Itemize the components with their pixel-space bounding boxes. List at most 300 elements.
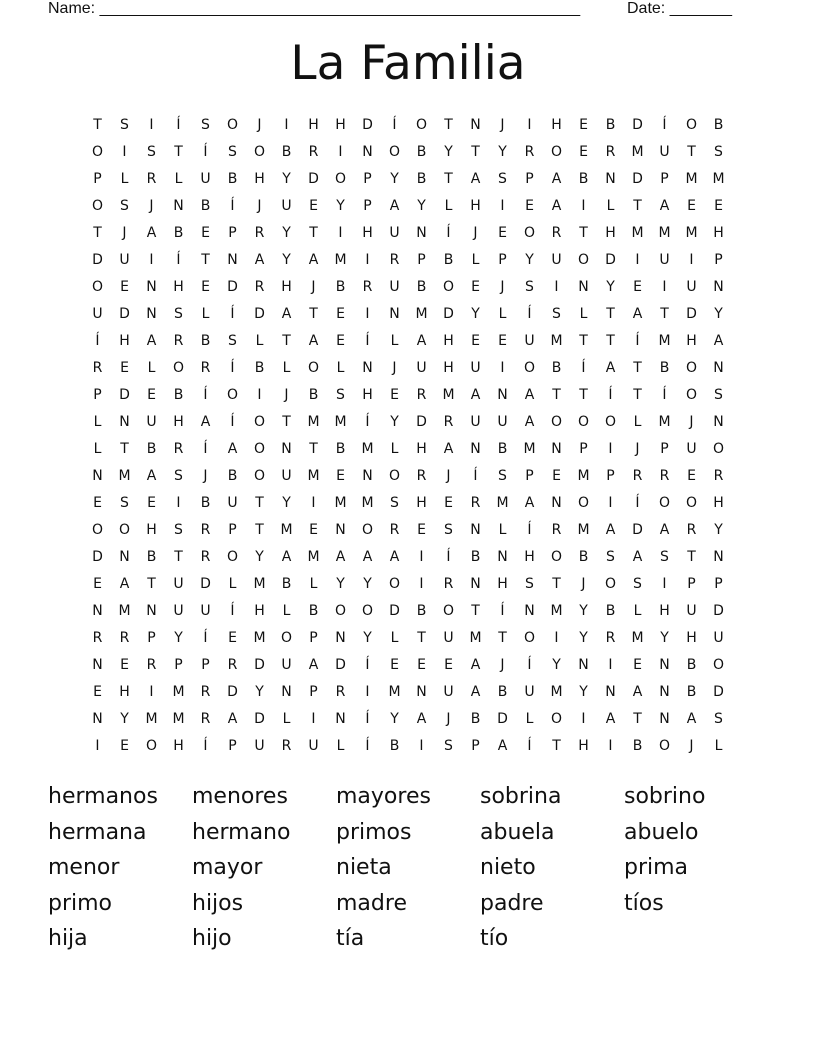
- grid-letter: N: [92, 711, 103, 727]
- grid-letter: U: [146, 414, 157, 430]
- grid-letter: H: [605, 225, 616, 241]
- grid-letter: R: [605, 630, 616, 646]
- grid-letter: O: [334, 603, 347, 619]
- grid-letter: A: [200, 414, 211, 430]
- grid-letter: U: [281, 468, 292, 484]
- grid-letter: U: [659, 252, 670, 268]
- grid-letter: O: [523, 360, 536, 376]
- grid-letter: P: [417, 252, 426, 268]
- grid-letter: L: [390, 333, 399, 349]
- grid-letter: P: [93, 387, 102, 403]
- grid-letter: B: [443, 252, 454, 268]
- grid-letter: B: [713, 117, 724, 133]
- grid-letter: E: [552, 468, 561, 484]
- grid-letter: B: [254, 360, 265, 376]
- grid-letter: Í: [581, 360, 586, 376]
- grid-letter: E: [336, 306, 345, 322]
- grid-letter: J: [311, 279, 316, 295]
- grid-letter: M: [658, 414, 671, 430]
- word-bank-item: nieta: [336, 855, 392, 880]
- grid-letter: L: [498, 522, 507, 538]
- grid-letter: B: [659, 360, 670, 376]
- grid-letter: Í: [446, 225, 451, 241]
- grid-letter: M: [334, 252, 347, 268]
- grid-letter: B: [605, 603, 616, 619]
- grid-letter: I: [500, 360, 505, 376]
- grid-letter: P: [525, 171, 534, 187]
- grid-letter: Í: [95, 333, 100, 349]
- word-bank-item: primos: [336, 819, 412, 845]
- word-bank-item: prima: [624, 855, 689, 880]
- word-bank-item: hermano: [192, 819, 291, 845]
- grid-letter: Y: [363, 576, 372, 592]
- grid-letter: B: [416, 279, 427, 295]
- grid-letter: D: [200, 576, 211, 592]
- grid-letter: B: [578, 549, 589, 565]
- grid-letter: O: [442, 603, 455, 619]
- grid-letter: Í: [662, 387, 667, 403]
- grid-letter: H: [713, 225, 724, 241]
- grid-letter: U: [173, 603, 184, 619]
- grid-letter: B: [308, 387, 319, 403]
- grid-letter: H: [281, 279, 292, 295]
- grid-letter: Y: [525, 252, 534, 268]
- grid-letter: N: [605, 684, 616, 700]
- grid-letter: J: [122, 225, 127, 241]
- grid-letter: O: [361, 603, 374, 619]
- grid-letter: E: [147, 387, 156, 403]
- grid-letter: R: [200, 522, 211, 538]
- grid-letter: U: [443, 630, 454, 646]
- grid-letter: I: [257, 387, 262, 403]
- grid-letter: I: [149, 252, 154, 268]
- grid-letter: B: [335, 441, 346, 457]
- grid-letter: B: [497, 441, 508, 457]
- grid-letter: M: [361, 441, 374, 457]
- grid-letter: J: [446, 468, 451, 484]
- grid-letter: O: [388, 576, 401, 592]
- grid-row: [84, 436, 732, 463]
- grid-letter: A: [605, 360, 616, 376]
- grid-letter: P: [606, 468, 615, 484]
- grid-letter: Y: [282, 171, 291, 187]
- grid-letter: P: [228, 522, 237, 538]
- grid-letter: U: [389, 225, 400, 241]
- grid-letter: A: [281, 306, 292, 322]
- grid-letter: E: [309, 522, 318, 538]
- grid-letter: D: [362, 117, 373, 133]
- grid-letter: A: [659, 198, 670, 214]
- grid-letter: Y: [660, 630, 669, 646]
- grid-letter: N: [713, 360, 724, 376]
- grid-letter: L: [336, 360, 345, 376]
- grid-letter: S: [120, 495, 129, 511]
- grid-letter: M: [658, 333, 671, 349]
- grid-letter: S: [201, 117, 210, 133]
- grid-letter: B: [227, 171, 238, 187]
- grid-letter: A: [281, 549, 292, 565]
- grid-letter: D: [254, 711, 265, 727]
- grid-letter: T: [687, 144, 696, 160]
- grid-letter: H: [254, 171, 265, 187]
- grid-letter: R: [443, 414, 454, 430]
- grid-letter: Y: [363, 630, 372, 646]
- grid-letter: T: [633, 360, 642, 376]
- grid-letter: A: [632, 306, 643, 322]
- grid-letter: S: [498, 171, 507, 187]
- grid-letter: S: [444, 522, 453, 538]
- grid-letter: L: [228, 576, 237, 592]
- grid-letter: E: [93, 576, 102, 592]
- grid-letter: O: [280, 630, 293, 646]
- grid-letter: S: [120, 117, 129, 133]
- grid-letter: B: [416, 603, 427, 619]
- grid-letter: D: [443, 306, 454, 322]
- grid-letter: S: [174, 468, 183, 484]
- grid-letter: N: [713, 279, 724, 295]
- grid-letter: O: [415, 117, 428, 133]
- grid-letter: R: [254, 225, 265, 241]
- grid-letter: H: [686, 630, 697, 646]
- grid-letter: Y: [471, 306, 480, 322]
- grid-letter: A: [551, 171, 562, 187]
- grid-letter: A: [227, 711, 238, 727]
- word-bank-item: tíos: [624, 890, 664, 916]
- grid-letter: E: [579, 117, 588, 133]
- grid-letter: D: [632, 117, 643, 133]
- grid-letter: R: [119, 630, 130, 646]
- grid-letter: O: [685, 387, 698, 403]
- grid-letter: P: [660, 441, 669, 457]
- grid-letter: A: [632, 684, 643, 700]
- grid-letter: N: [227, 252, 238, 268]
- grid-letter: B: [335, 279, 346, 295]
- grid-letter: A: [524, 495, 535, 511]
- grid-letter: T: [687, 549, 696, 565]
- grid-letter: S: [606, 549, 615, 565]
- grid-letter: M: [172, 684, 185, 700]
- grid-letter: R: [605, 144, 616, 160]
- grid-letter: I: [608, 441, 613, 457]
- grid-letter: H: [362, 387, 373, 403]
- grid-letter: T: [471, 144, 480, 160]
- grid-letter: N: [578, 279, 589, 295]
- grid-letter: Y: [390, 711, 399, 727]
- name-field-label: Name: ______________________________________________________: [48, 0, 581, 17]
- grid-letter: I: [284, 117, 289, 133]
- grid-letter: T: [471, 603, 480, 619]
- grid-letter: S: [714, 144, 723, 160]
- grid-letter: D: [632, 171, 643, 187]
- grid-letter: R: [200, 360, 211, 376]
- grid-letter: U: [686, 279, 697, 295]
- grid-letter: N: [497, 549, 508, 565]
- grid-letter: E: [309, 198, 318, 214]
- grid-letter: S: [174, 522, 183, 538]
- grid-letter: Y: [255, 684, 264, 700]
- grid-letter: Y: [579, 684, 588, 700]
- word-bank-item: hermanos: [48, 784, 158, 809]
- grid-letter: O: [91, 522, 104, 538]
- grid-letter: N: [119, 414, 130, 430]
- grid-letter: L: [471, 252, 480, 268]
- grid-letter: E: [687, 468, 696, 484]
- grid-letter: N: [362, 360, 373, 376]
- grid-letter: Í: [365, 414, 370, 430]
- grid-letter: J: [635, 441, 640, 457]
- grid-letter: I: [149, 117, 154, 133]
- grid-letter: H: [308, 117, 319, 133]
- grid-letter: Í: [392, 117, 397, 133]
- grid-letter: P: [201, 657, 210, 673]
- grid-letter: O: [712, 441, 725, 457]
- grid-letter: N: [416, 225, 427, 241]
- grid-letter: T: [444, 171, 453, 187]
- grid-letter: N: [551, 495, 562, 511]
- grid-letter: Y: [282, 495, 291, 511]
- grid-letter: R: [713, 468, 724, 484]
- grid-letter: E: [471, 333, 480, 349]
- grid-letter: O: [550, 549, 563, 565]
- grid-letter: R: [200, 549, 211, 565]
- grid-letter: A: [416, 333, 427, 349]
- grid-letter: N: [281, 441, 292, 457]
- grid-letter: E: [336, 468, 345, 484]
- grid-letter: L: [444, 198, 453, 214]
- grid-letter: B: [173, 387, 184, 403]
- grid-row: [84, 517, 732, 544]
- grid-letter: N: [335, 522, 346, 538]
- grid-letter: N: [335, 711, 346, 727]
- grid-letter: Í: [365, 333, 370, 349]
- grid-letter: M: [388, 684, 401, 700]
- grid-letter: O: [253, 441, 266, 457]
- grid-letter: E: [525, 198, 534, 214]
- grid-letter: E: [687, 198, 696, 214]
- grid-letter: A: [524, 387, 535, 403]
- grid-letter: U: [686, 603, 697, 619]
- grid-letter: Y: [714, 306, 723, 322]
- grid-letter: O: [361, 522, 374, 538]
- grid-letter: J: [500, 117, 505, 133]
- grid-letter: H: [470, 198, 481, 214]
- grid-letter: J: [392, 360, 397, 376]
- grid-letter: J: [689, 738, 694, 754]
- grid-letter: A: [416, 711, 427, 727]
- grid-letter: E: [417, 657, 426, 673]
- grid-letter: S: [525, 279, 534, 295]
- grid-letter: N: [470, 576, 481, 592]
- grid-letter: N: [92, 468, 103, 484]
- grid-letter: S: [147, 144, 156, 160]
- grid-letter: E: [147, 495, 156, 511]
- grid-letter: T: [147, 576, 156, 592]
- grid-letter: L: [201, 306, 210, 322]
- grid-letter: A: [470, 171, 481, 187]
- grid-letter: U: [497, 414, 508, 430]
- grid-row: [84, 490, 732, 517]
- grid-letter: U: [281, 198, 292, 214]
- grid-letter: L: [498, 306, 507, 322]
- grid-letter: O: [685, 117, 698, 133]
- grid-row: [84, 166, 732, 193]
- grid-letter: H: [119, 333, 130, 349]
- grid-row: [84, 409, 732, 436]
- grid-letter: M: [172, 711, 185, 727]
- grid-letter: R: [173, 441, 184, 457]
- grid-letter: M: [307, 468, 320, 484]
- grid-letter: Í: [230, 603, 235, 619]
- grid-letter: Í: [473, 468, 478, 484]
- grid-letter: U: [713, 630, 724, 646]
- grid-letter: O: [226, 549, 239, 565]
- grid-letter: A: [524, 414, 535, 430]
- grid-letter: N: [524, 603, 535, 619]
- grid-letter: H: [254, 603, 265, 619]
- grid-letter: L: [282, 603, 291, 619]
- grid-letter: E: [633, 279, 642, 295]
- grid-letter: Í: [446, 549, 451, 565]
- grid-letter: B: [146, 441, 157, 457]
- grid-letter: L: [390, 630, 399, 646]
- grid-letter: A: [551, 198, 562, 214]
- grid-letter: M: [253, 630, 266, 646]
- grid-letter: O: [604, 576, 617, 592]
- grid-letter: D: [632, 522, 643, 538]
- grid-letter: I: [662, 576, 667, 592]
- grid-letter: E: [201, 225, 210, 241]
- grid-letter: T: [498, 630, 507, 646]
- grid-letter: N: [416, 684, 427, 700]
- grid-letter: U: [443, 684, 454, 700]
- grid-letter: H: [443, 333, 454, 349]
- grid-letter: Y: [714, 522, 723, 538]
- grid-row: [84, 301, 732, 328]
- grid-letter: O: [658, 495, 671, 511]
- grid-letter: O: [550, 144, 563, 160]
- grid-letter: U: [470, 414, 481, 430]
- word-bank-item: tío: [480, 926, 509, 951]
- grid-letter: U: [470, 360, 481, 376]
- grid-row: [84, 733, 732, 760]
- grid-letter: E: [390, 657, 399, 673]
- grid-letter: E: [93, 495, 102, 511]
- grid-letter: E: [444, 495, 453, 511]
- grid-letter: T: [552, 738, 561, 754]
- grid-letter: R: [173, 333, 184, 349]
- grid-letter: H: [173, 738, 184, 754]
- grid-letter: O: [91, 279, 104, 295]
- grid-letter: Í: [365, 657, 370, 673]
- grid-letter: E: [498, 333, 507, 349]
- word-bank-item: primo: [48, 890, 113, 916]
- grid-letter: Y: [579, 603, 588, 619]
- grid-letter: E: [120, 360, 129, 376]
- grid-letter: O: [577, 414, 590, 430]
- grid-letter: R: [362, 279, 373, 295]
- grid-letter: Í: [662, 117, 667, 133]
- grid-row: [84, 679, 732, 706]
- grid-letter: P: [174, 657, 183, 673]
- grid-letter: O: [253, 468, 266, 484]
- grid-letter: S: [525, 576, 534, 592]
- grid-letter: E: [120, 657, 129, 673]
- grid-letter: L: [93, 441, 102, 457]
- grid-letter: O: [145, 738, 158, 754]
- grid-row: [84, 625, 732, 652]
- grid-letter: T: [309, 225, 318, 241]
- grid-letter: O: [523, 225, 536, 241]
- grid-letter: A: [146, 333, 157, 349]
- grid-letter: R: [254, 279, 265, 295]
- grid-row: [84, 112, 732, 139]
- grid-letter: Í: [176, 117, 181, 133]
- grid-letter: H: [497, 576, 508, 592]
- grid-letter: A: [146, 225, 157, 241]
- grid-letter: I: [689, 252, 694, 268]
- grid-letter: O: [388, 468, 401, 484]
- grid-letter: Y: [552, 657, 561, 673]
- header-line: [48, 0, 748, 20]
- grid-letter: R: [146, 171, 157, 187]
- grid-letter: T: [174, 144, 183, 160]
- grid-letter: B: [281, 576, 292, 592]
- grid-letter: N: [470, 522, 481, 538]
- grid-letter: E: [714, 198, 723, 214]
- grid-letter: N: [470, 117, 481, 133]
- grid-letter: I: [311, 711, 316, 727]
- grid-letter: N: [713, 549, 724, 565]
- grid-letter: P: [687, 576, 696, 592]
- grid-letter: J: [500, 279, 505, 295]
- grid-letter: T: [633, 711, 642, 727]
- grid-letter: B: [389, 738, 400, 754]
- grid-letter: I: [581, 198, 586, 214]
- grid-letter: M: [658, 225, 671, 241]
- grid-letter: B: [470, 549, 481, 565]
- grid-letter: S: [633, 576, 642, 592]
- word-bank-item: sobrina: [480, 784, 562, 809]
- grid-letter: N: [578, 657, 589, 673]
- grid-letter: I: [527, 117, 532, 133]
- word-bank-item: tía: [336, 926, 365, 951]
- word-bank-item: mayor: [192, 855, 263, 880]
- grid-letter: D: [335, 657, 346, 673]
- grid-row: [84, 247, 732, 274]
- grid-letter: S: [714, 711, 723, 727]
- grid-letter: R: [92, 630, 103, 646]
- grid-letter: S: [498, 468, 507, 484]
- grid-letter: Y: [336, 576, 345, 592]
- grid-letter: D: [497, 711, 508, 727]
- grid-letter: E: [228, 630, 237, 646]
- grid-letter: T: [552, 576, 561, 592]
- grid-letter: I: [419, 738, 424, 754]
- grid-letter: J: [473, 225, 478, 241]
- grid-letter: P: [147, 630, 156, 646]
- grid-letter: P: [525, 468, 534, 484]
- grid-letter: N: [362, 468, 373, 484]
- grid-letter: M: [550, 684, 563, 700]
- grid-letter: E: [444, 657, 453, 673]
- grid-letter: D: [227, 684, 238, 700]
- grid-letter: Y: [417, 198, 426, 214]
- grid-letter: R: [416, 387, 427, 403]
- grid-letter: M: [361, 495, 374, 511]
- grid-letter: Y: [390, 414, 399, 430]
- grid-letter: I: [500, 198, 505, 214]
- grid-letter: T: [309, 306, 318, 322]
